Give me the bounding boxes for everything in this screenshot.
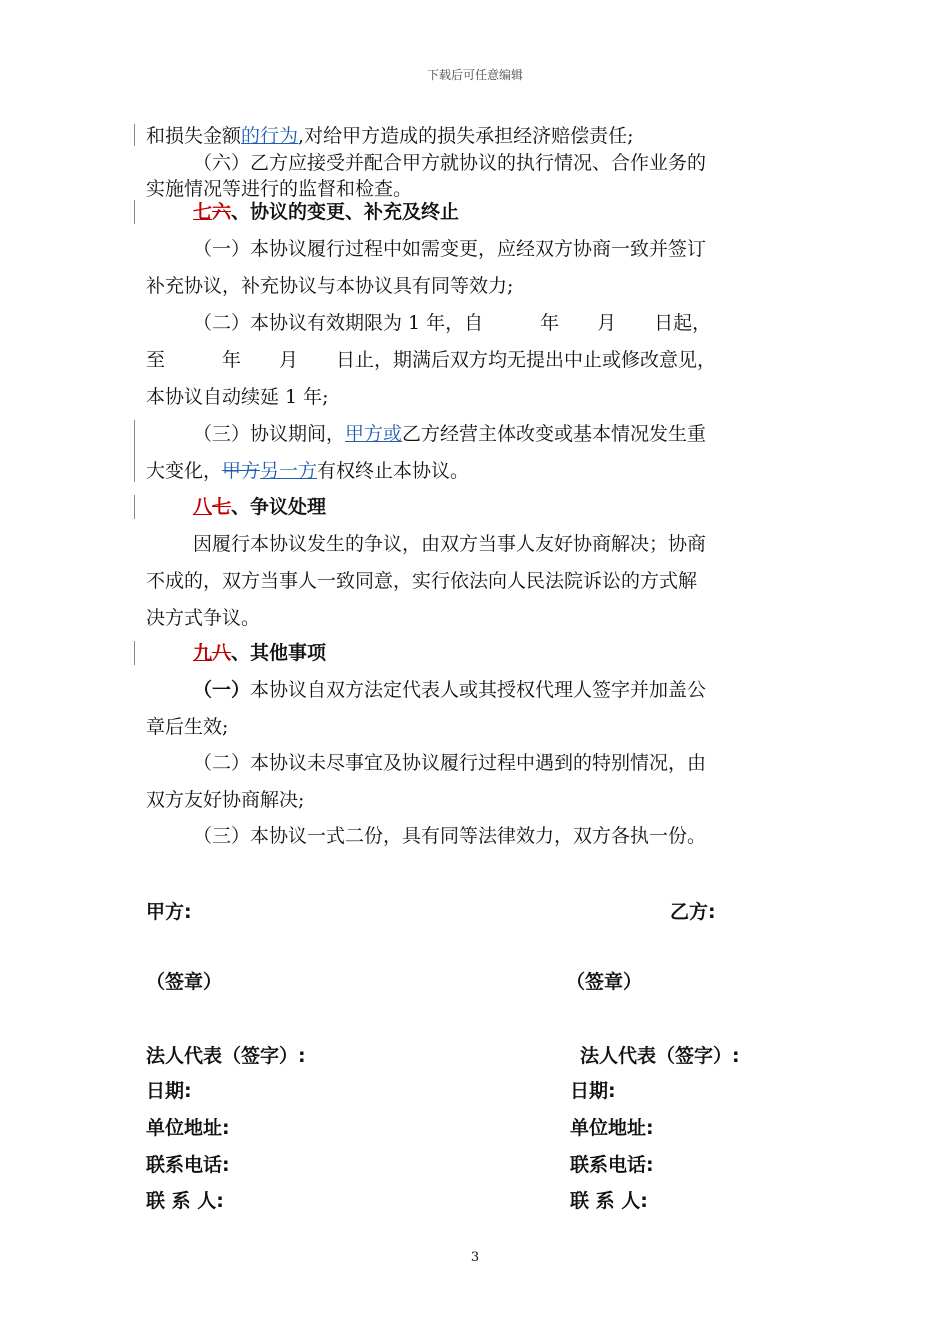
party-b-seal: （签章）	[566, 971, 643, 993]
paragraph-line: 因履行本协议发生的争议，由双方当事人友好协商解决；协商	[193, 533, 707, 555]
paragraph-line: 双方友好协商解决;	[146, 789, 305, 811]
paragraph-line: 不成的，双方当事人一致同意，实行依法向人民法院诉讼的方式解	[146, 570, 698, 592]
paragraph-line: 章后生效;	[146, 716, 229, 738]
change-bar	[134, 641, 135, 665]
party-b-label: 乙方:	[670, 901, 716, 923]
party-a-label: 甲方:	[146, 901, 192, 923]
paragraph-line: 本协议自动续延 1 年;	[146, 386, 329, 408]
party-a-phone: 联系电话:	[146, 1154, 230, 1176]
change-bar	[134, 420, 135, 482]
party-b-address: 单位地址:	[570, 1117, 654, 1139]
paragraph-line: （三）协议期间，甲方或乙方经营主体改变或基本情况发生重	[193, 423, 707, 445]
paragraph-line: 实施情况等进行的监督和检查。	[146, 178, 413, 200]
section-heading: 九八、其他事项	[193, 642, 327, 664]
section-heading: 七六、协议的变更、补充及终止	[193, 201, 460, 223]
paragraph-line: （一）本协议履行过程中如需变更，应经双方协商一致并签订	[193, 238, 707, 260]
page-header: 下载后可任意编辑	[426, 68, 523, 82]
party-b-contact: 联 系 人:	[570, 1190, 648, 1212]
paragraph-line: （二）本协议有效期限为 1 年，自 年 月 日起，	[193, 312, 712, 334]
paragraph-line: （六）乙方应接受并配合甲方就协议的执行情况、合作业务的	[193, 152, 707, 174]
party-a-seal: （签章）	[146, 971, 223, 993]
party-a-representative: 法人代表（签字）:	[146, 1045, 306, 1067]
paragraph-line: 和损失金额的行为,对给甲方造成的损失承担经济赔偿责任;	[146, 125, 634, 147]
change-bar	[134, 200, 135, 224]
paragraph-line: 决方式争议。	[146, 607, 261, 629]
section-heading: 八七、争议处理	[193, 496, 327, 518]
paragraph-line: 补充协议，补充协议与本协议具有同等效力;	[146, 275, 514, 297]
party-a-date: 日期:	[146, 1080, 192, 1102]
party-b-date: 日期:	[570, 1080, 616, 1102]
change-bar	[134, 124, 135, 146]
party-a-address: 单位地址:	[146, 1117, 230, 1139]
paragraph-line: （二）本协议未尽事宜及协议履行过程中遇到的特别情况，由	[193, 752, 707, 774]
paragraph-line: 大变化，甲方另一方有权终止本协议。	[146, 460, 470, 482]
page-number: 3	[470, 1250, 480, 1265]
party-b-representative: 法人代表（签字）:	[580, 1045, 740, 1067]
inserted-text: 的行为	[241, 125, 299, 147]
paragraph-line: 至 年 月 日止，期满后双方均无提出中止或修改意见，	[146, 349, 717, 371]
party-b-phone: 联系电话:	[570, 1154, 654, 1176]
change-bar	[134, 495, 135, 519]
paragraph-line: （三）本协议一式二份，具有同等法律效力，双方各执一份。	[193, 825, 707, 847]
party-a-contact: 联 系 人:	[146, 1190, 224, 1212]
paragraph-line: （一）本协议自双方法定代表人或其授权代理人签字并加盖公	[193, 679, 707, 701]
